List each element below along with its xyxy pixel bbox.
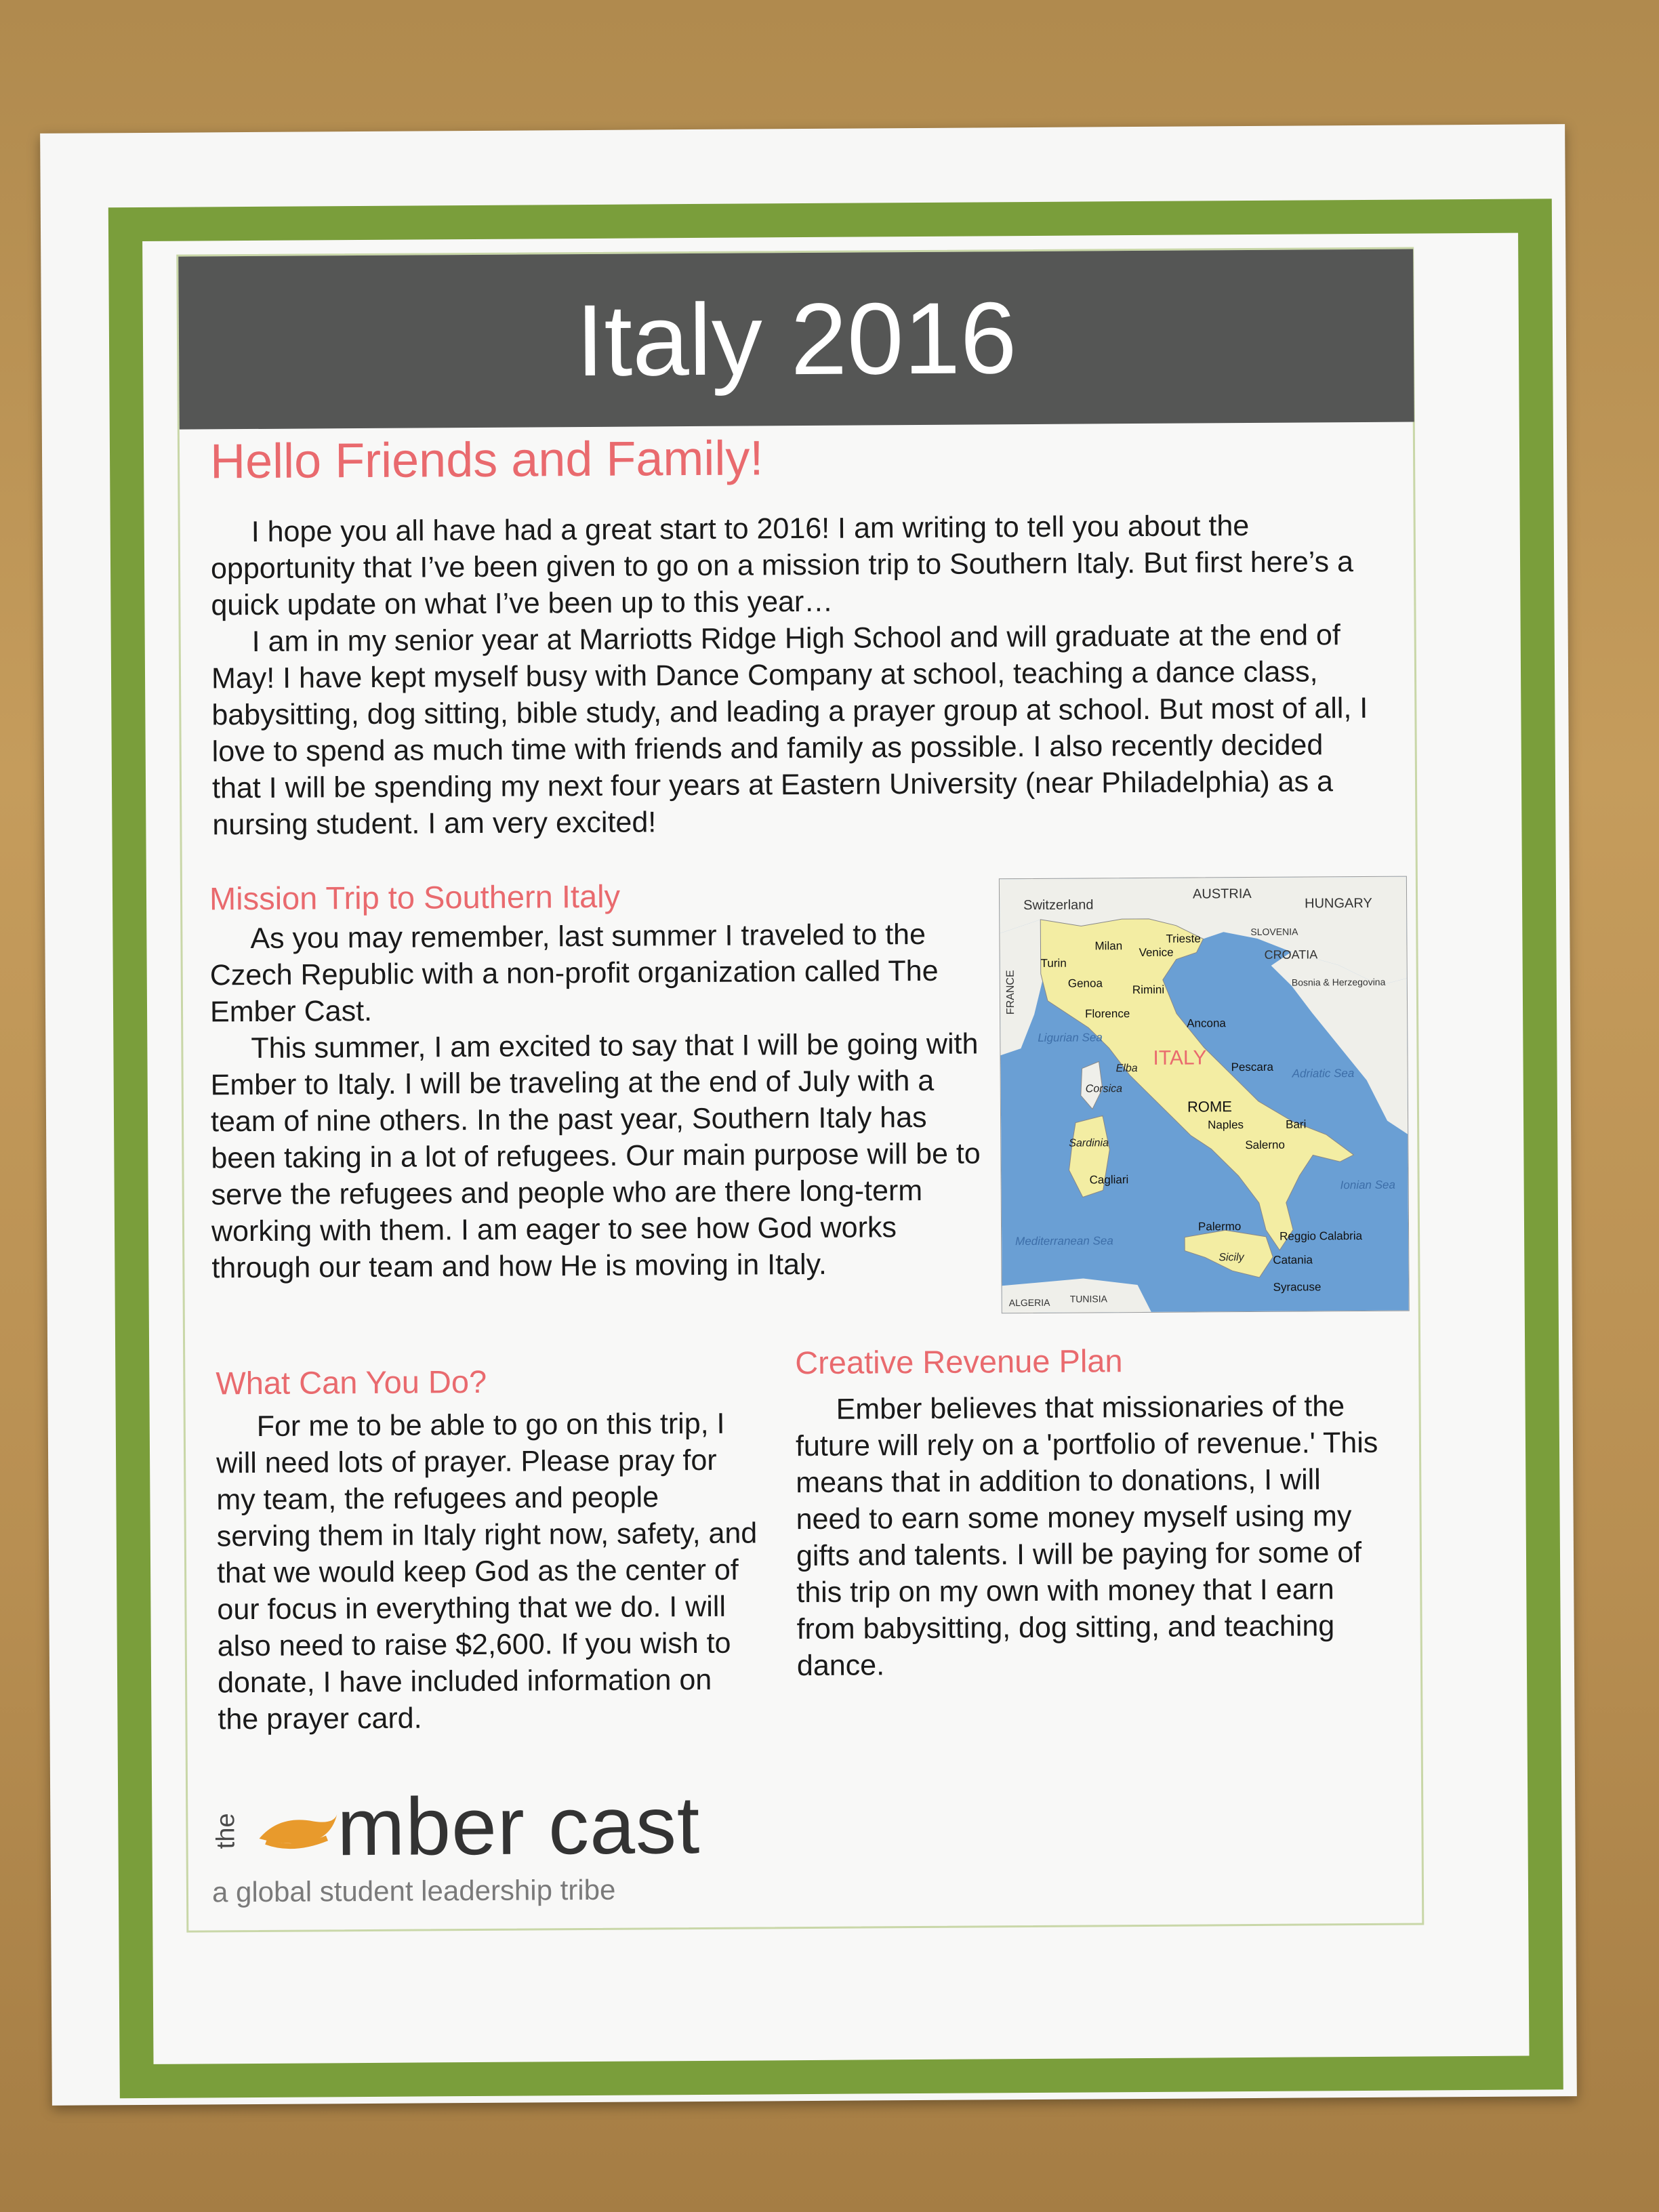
revenue-paragraph: Ember believes that missionaries of the future will rely on a 'portfolio of revenue.' This means that in addition to donations, I will need to earn some money myself using my gifts and talents. I will be paying for some of this trip on my own with money that I earn from babysitting, dog sitting, and teaching dance. [795,1390,1378,1683]
italy-map [999,876,1410,1314]
map-label-bosnia: Bosnia & Herzegovina [1291,976,1386,988]
map-label-algeria: ALGERIA [1008,1296,1050,1309]
what-can-you-do-section [216,1405,760,1738]
map-label-croatia: CROATIA [1264,947,1318,962]
map-label-hungary: HUNGARY [1305,895,1372,912]
map-label-slovenia: SLOVENIA [1250,926,1298,938]
map-island-sardinia: Sardinia [1069,1137,1109,1149]
what-can-you-do-paragraph: For me to be able to go on this trip, I will need lots of prayer. Please pray for my team, the refugees and people serving them in Italy right now, safety, and that we would keep God as the center of our focus in everything that we do. I will also need to raise $2,600. If you wish to donate, I have included information on the prayer card. [216,1407,758,1736]
ember-cast-logo [211,1779,754,1917]
map-island-elba: Elba [1115,1063,1138,1075]
map-city-rome: ROME [1187,1098,1233,1115]
map-island-corsica: Corsica [1085,1083,1123,1095]
map-city-florence: Florence [1085,1007,1130,1021]
intro-paragraph-2: I am in my senior year at Marriotts Ridge High School and will graduate at the end of May! I have kept myself busy with Dance Company at school, teaching a dance class, babysitting, dog sitting, bible study, and leading a prayer group at school. But most of all, I love to spend as much time with friends and family as possible. I also recently decided that I will be spending my next four years at Eastern University (near Philadelphia) as a nursing student. I am very excited! [211,619,1368,842]
map-city-reggio-calabria: Reggio Calabria [1279,1229,1363,1243]
map-city-pescara: Pescara [1231,1060,1274,1074]
intro-paragraph-1: I hope you all have had a great start to 2016! I am writing to tell you about the opportunity that I’ve been given to go on a mission trip to Southern Italy. But first here’s a quick update on what I’ve been up to this year… [210,510,1354,622]
map-city-cagliari: Cagliari [1089,1173,1129,1187]
map-label-italy: ITALY [1153,1046,1207,1069]
map-city-catania: Catania [1273,1253,1313,1267]
mission-heading: Mission Trip to Southern Italy [209,878,621,917]
map-label-ligurian-sea: Ligurian Sea [1038,1031,1103,1044]
map-city-genoa: Genoa [1067,977,1103,990]
content-box [176,247,1424,1933]
map-city-naples: Naples [1208,1118,1244,1132]
map-label-austria: AUSTRIA [1192,886,1252,902]
green-border-frame [108,199,1563,2098]
logo-name-text: mber cast [336,1779,701,1873]
mission-section [209,916,984,1286]
logo-tagline: a global student leadership tribe [211,1873,616,1908]
map-city-milan: Milan [1094,939,1123,953]
page-title: Italy 2016 [575,281,1017,398]
mission-paragraph-2: This summer, I am excited to say that I will be going with Ember to Italy. I will be traveling at the end of July with a team of nine others. In the past year, Southern Italy has been taking in a lot of refugees. Our main purpose will be to serve the refugees and people who are there long-term working with them. I am eager to see how God works through our team and how He is moving in Italy. [210,1027,981,1285]
map-label-ionian-sea: Ionian Sea [1340,1178,1396,1192]
map-label-tunisia: TUNISIA [1069,1293,1107,1305]
revenue-section [795,1388,1393,1684]
ember-flame-icon [252,1801,341,1862]
map-label-adriatic-sea: Adriatic Sea [1292,1067,1355,1080]
what-can-you-do-heading: What Can You Do? [216,1363,487,1401]
map-label-switzerland: Switzerland [1023,897,1094,914]
map-city-trieste: Trieste [1166,932,1201,945]
map-city-bari: Bari [1286,1118,1307,1131]
map-city-turin: Turin [1040,956,1067,970]
map-city-ancona: Ancona [1187,1017,1226,1030]
flyer-paper [40,124,1577,2106]
logo-the-text: the [211,1813,241,1849]
mission-paragraph-1: As you may remember, last summer I traveled to the Czech Republic with a non-profit organization called The Ember Cast. [209,918,939,1029]
map-city-palermo: Palermo [1197,1220,1242,1233]
map-city-salerno: Salerno [1245,1138,1285,1152]
intro-section [211,507,1378,843]
greeting-heading: Hello Friends and Family! [209,431,764,489]
title-banner [178,249,1414,430]
revenue-heading: Creative Revenue Plan [795,1343,1123,1381]
map-label-mediterranean-sea: Mediterranean Sea [1015,1234,1113,1248]
map-city-rimini: Rimini [1132,983,1165,997]
map-label-france: FRANCE [1004,970,1017,1015]
map-island-sicily: Sicily [1218,1252,1244,1264]
map-city-syracuse: Syracuse [1273,1280,1322,1294]
map-city-venice: Venice [1139,945,1174,960]
